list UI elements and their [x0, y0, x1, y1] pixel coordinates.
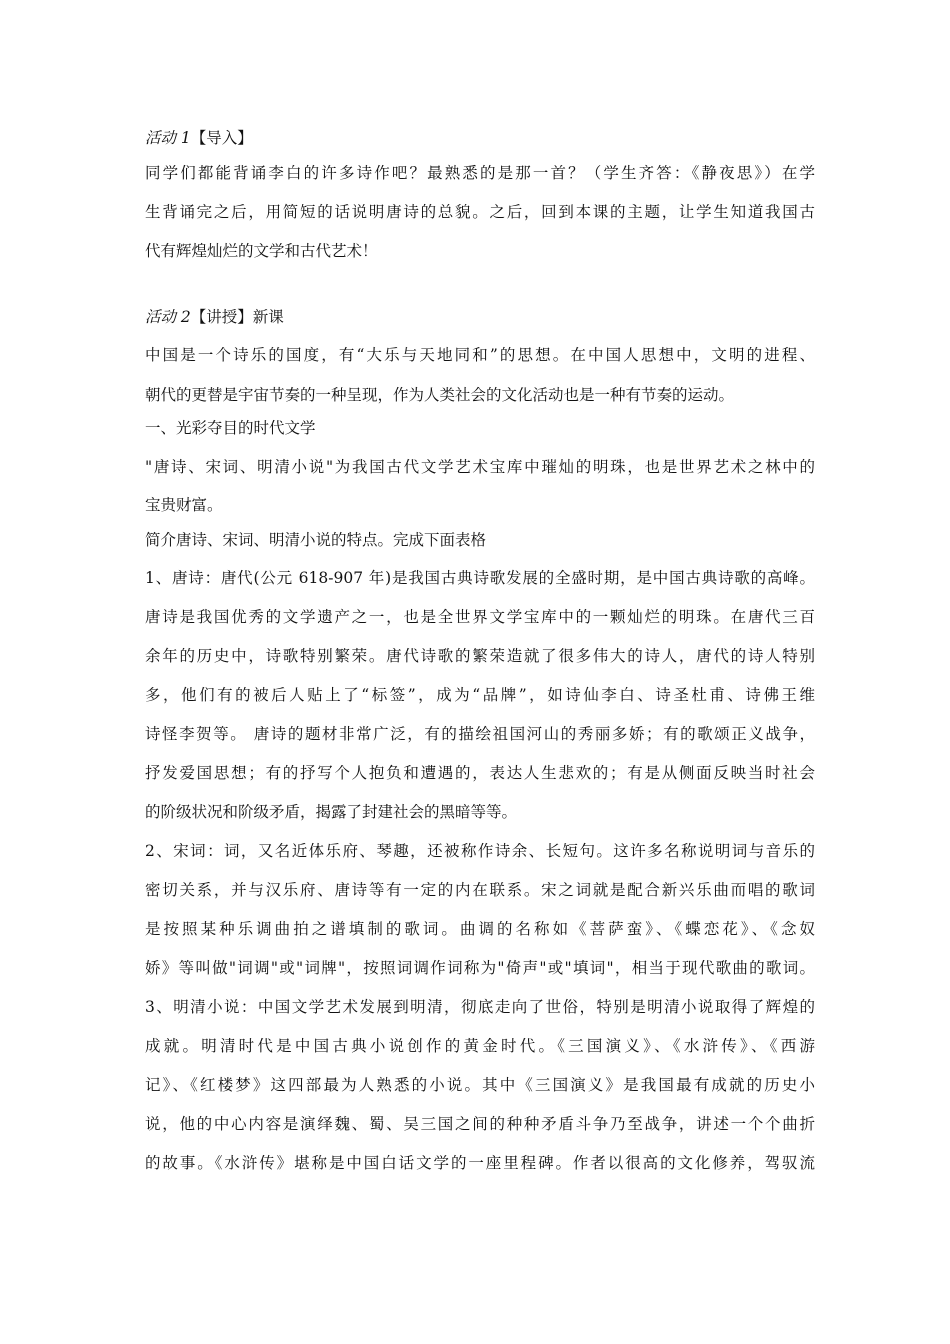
paragraph-line: 记》、《红楼梦》这四部最为人熟悉的小说。其中《三国演义》是我国最有成就的历史小 [145, 1076, 815, 1094]
paragraph-line: 是按照某种乐调曲拍之谱填制的歌词。曲调的名称如《菩萨蛮》、《蝶恋花》、《念奴 [145, 920, 815, 938]
activity2-label: 活动 2 [145, 308, 191, 326]
paragraph-line: 余年的历史中，诗歌特别繁荣。唐代诗歌的繁荣造就了很多伟大的诗人，唐代的诗人特别 [145, 647, 815, 665]
paragraph-line: 诗怪李贺等。 唐诗的题材非常广泛，有的描绘祖国河山的秀丽多娇；有的歌颂正义战争， [145, 725, 815, 743]
paragraph-line: "唐诗、宋词、明清小说"为我国古代文学艺术宝库中璀灿的明珠，也是世界艺术之林中的 [145, 458, 815, 476]
paragraph-line: 宝贵财富。 [145, 496, 223, 514]
paragraph-line: 娇》等叫做"词调"或"词牌"，按照词调作词称为"倚声"或"填词"，相当于现代歌曲的歌词。 [145, 959, 815, 977]
paragraph-line: 抒发爱国思想；有的抒写个人抱负和遭遇的，表达人生悲欢的；有是从侧面反映当时社会 [145, 764, 815, 782]
section-heading: 一、光彩夺目的时代文学 [145, 419, 316, 437]
task-line: 简介唐诗、宋词、明清小说的特点。完成下面表格 [145, 531, 487, 549]
activity2-title: 【讲授】新课 [190, 308, 284, 326]
paragraph-line: 3、明清小说：中国文学艺术发展到明清，彻底走向了世俗，特别是明清小说取得了辉煌的 [145, 998, 815, 1016]
paragraph-line: 说，他的中心内容是演绎魏、蜀、吴三国之间的种种矛盾斗争乃至战争，讲述一个个曲折 [145, 1115, 815, 1133]
activity2-heading [145, 307, 815, 327]
activity1-label: 活动 1 [145, 129, 191, 147]
paragraph-line: 的故事。《水浒传》堪称是中国白话文学的一座里程碑。作者以很高的文化修养，驾驭流 [145, 1154, 815, 1172]
paragraph-line: 代有辉煌灿烂的文学和古代艺术！ [145, 242, 378, 260]
activity1-title: 【导入】 [190, 129, 253, 147]
paragraph-line: 同学们都能背诵李白的许多诗作吧？最熟悉的是那一首？（学生齐答：《静夜思》）在学 [145, 164, 815, 182]
paragraph-line: 密切关系，并与汉乐府、唐诗等有一定的内在联系。宋之词就是配合新兴乐曲而唱的歌词 [145, 881, 815, 899]
paragraph-line: 的阶级状况和阶级矛盾，揭露了封建社会的黑暗等等。 [145, 803, 518, 821]
activity1-heading [145, 128, 815, 148]
paragraph-line: 中国是一个诗乐的国度，有“大乐与天地同和”的思想。在中国人思想中，文明的进程、 [145, 346, 815, 364]
paragraph-line: 成就。明清时代是中国古典小说创作的黄金时代。《三国演义》、《水浒传》、《西游 [145, 1037, 815, 1055]
paragraph-line: 朝代的更替是宇宙节奏的一种呈现，作为人类社会的文化活动也是一种有节奏的运动。 [145, 386, 735, 404]
paragraph-line: 生背诵完之后，用简短的话说明唐诗的总貌。之后，回到本课的主题，让学生知道我国古 [145, 203, 815, 221]
paragraph-line: 2、宋词：词，又名近体乐府、琴趣，还被称作诗余、长短句。这许多名称说明词与音乐的 [145, 842, 815, 860]
paragraph-line: 1、唐诗：唐代(公元 618-907 年)是我国古典诗歌发展的全盛时期，是中国古典诗歌的高峰。 [145, 569, 815, 587]
paragraph-line: 多，他们有的被后人贴上了“标签”，成为“品牌”，如诗仙李白、诗圣杜甫、诗佛王维 [145, 686, 815, 704]
paragraph-line: 唐诗是我国优秀的文学遗产之一，也是全世界文学宝库中的一颗灿烂的明珠。在唐代三百 [145, 608, 815, 626]
